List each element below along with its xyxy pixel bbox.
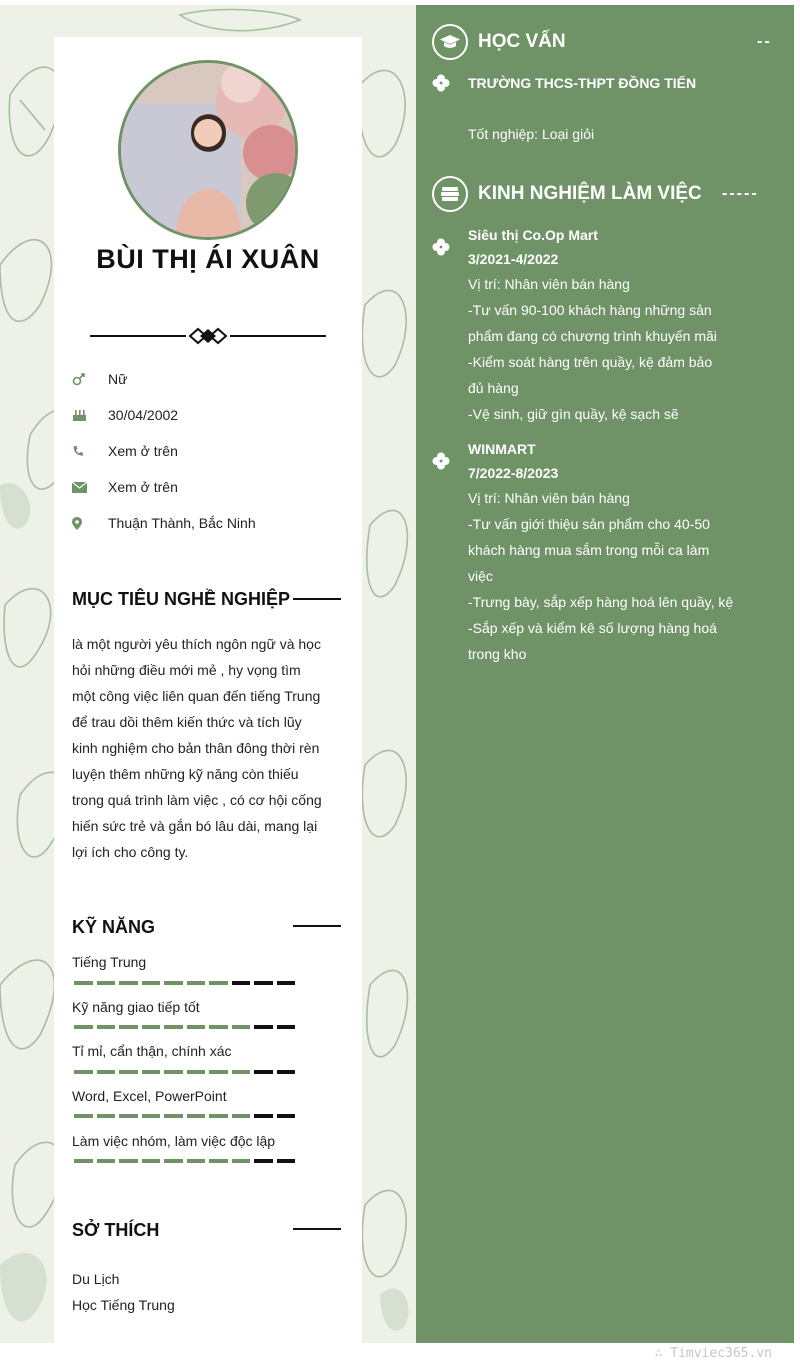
job-line: -Trưng bày, sắp xếp hàng hoá lên quầy, kệ <box>468 594 734 610</box>
skill-segment-filled <box>232 1159 251 1163</box>
mail-icon <box>72 478 108 496</box>
hobby-item: Du Lịch <box>72 1271 120 1287</box>
candidate-name: BÙI THỊ ÁI XUÂN <box>96 244 320 274</box>
flower-icon <box>432 452 450 470</box>
skill-segment-filled <box>209 1159 228 1163</box>
job-line: -Tư vấn 90-100 khách hàng những sản <box>468 302 712 318</box>
phone-value: Xem ở trên <box>108 443 178 459</box>
info-gender <box>72 368 127 390</box>
skill-segment-empty <box>277 981 296 985</box>
job-line: -Sắp xếp và kiểm kê số lượng hàng hoá <box>468 620 717 636</box>
skill-segment-filled <box>142 1070 161 1074</box>
avatar <box>118 60 298 240</box>
skill-segment-filled <box>97 1025 116 1029</box>
address-value: Thuận Thành, Bắc Ninh <box>108 515 256 531</box>
skill-segment-filled <box>164 1159 183 1163</box>
skill-segment-filled <box>187 1070 206 1074</box>
education-note: Tốt nghiệp: Loại giỏi <box>468 126 595 142</box>
skill-segment-filled <box>232 1070 251 1074</box>
skill-segment-empty <box>277 1025 296 1029</box>
skill-segment-filled <box>232 1025 251 1029</box>
skill-segment-filled <box>187 1025 206 1029</box>
skill-segment-filled <box>97 1159 116 1163</box>
skill-name: Word, Excel, PowerPoint <box>72 1088 227 1104</box>
skill-level-bar <box>74 981 295 985</box>
skill-level-bar <box>74 1070 295 1074</box>
name-divider <box>90 325 326 347</box>
objective-line: lợi ích cho công ty. <box>72 844 189 860</box>
location-icon <box>72 514 108 532</box>
job-line: đủ hàng <box>468 380 519 396</box>
objective-text <box>72 631 334 865</box>
avatar-photo <box>121 63 295 237</box>
skill-segment-filled <box>209 1070 228 1074</box>
skill-segment-empty <box>254 981 273 985</box>
flower-icon <box>432 238 450 256</box>
job-line: -Kiểm soát hàng trên quầy, kệ đảm bảo <box>468 354 713 370</box>
skill-segment-filled <box>74 981 93 985</box>
skill-segment-filled <box>119 1025 138 1029</box>
skill-segment-empty <box>277 1159 296 1163</box>
job-period: 3/2021-4/2022 <box>468 251 559 267</box>
skill-segment-filled <box>97 981 116 985</box>
skill-segment-filled <box>97 1114 116 1118</box>
skills-title-rule <box>293 925 341 927</box>
skill-segment-empty <box>254 1025 273 1029</box>
skill-segment-filled <box>164 981 183 985</box>
skills-title: KỸ NĂNG <box>72 917 156 937</box>
skill-level-bar <box>74 1114 295 1118</box>
skill-name: Kỹ năng giao tiếp tốt <box>72 999 200 1015</box>
experience-title: KINH NGHIỆM LÀM VIỆC <box>478 183 702 204</box>
objective-title: MỤC TIÊU NGHỀ NGHIỆP <box>72 589 291 609</box>
job-line: trong kho <box>468 646 527 662</box>
skill-segment-filled <box>187 981 206 985</box>
gender-icon <box>72 370 108 388</box>
info-birthday <box>72 404 178 426</box>
skill-name: Tỉ mỉ, cẩn thận, chính xác <box>72 1043 232 1059</box>
watermark: ∴ Timviec365.vn <box>654 1346 772 1361</box>
objective-line: kinh nghiệm cho bản thân đông thời rèn <box>72 740 320 756</box>
hobbies-title-rule <box>293 1228 341 1230</box>
job-description <box>468 485 738 667</box>
skill-segment-filled <box>119 981 138 985</box>
flower-icon <box>432 74 450 92</box>
objective-title-rule <box>293 598 341 600</box>
job-line: phẩm đang có chương trình khuyến mãi <box>468 328 717 344</box>
objective-line: để trau dồi thêm kiến thức và tích lũy <box>72 714 302 730</box>
skill-level-bar <box>74 1159 295 1163</box>
birthday-value: 30/04/2002 <box>108 407 179 423</box>
books-icon <box>432 176 468 212</box>
skill-segment-filled <box>74 1070 93 1074</box>
objective-line: là một người yêu thích ngôn ngữ và học <box>72 636 321 652</box>
job-line: Vị trí: Nhân viên bán hàng <box>468 490 630 506</box>
graduation-cap-icon <box>432 24 468 60</box>
objective-line: hỏi những điều mới mẻ , hy vọng tìm <box>72 662 301 678</box>
job-company: Siêu thị Co.Op Mart <box>468 227 598 243</box>
job-company: WINMART <box>468 441 536 457</box>
skill-segment-filled <box>187 1159 206 1163</box>
job-line: khách hàng mua sắm trong mỗi ca làm <box>468 542 710 558</box>
cake-icon <box>72 406 108 424</box>
email-value: Xem ở trên <box>108 479 178 495</box>
experience-dash: ----- <box>722 185 759 202</box>
skill-segment-filled <box>209 1114 228 1118</box>
skill-segment-empty <box>254 1070 273 1074</box>
hobbies-title: SỞ THÍCH <box>72 1220 160 1240</box>
job-description <box>468 271 738 427</box>
skill-segment-filled <box>142 981 161 985</box>
skill-segment-filled <box>187 1114 206 1118</box>
info-phone <box>72 440 178 462</box>
objective-line: trong quá trình làm việc , có cơ hội cống <box>72 792 322 808</box>
job-line: việc <box>468 568 493 584</box>
skill-segment-empty <box>277 1114 296 1118</box>
skill-name: Làm việc nhóm, làm việc độc lập <box>72 1133 276 1149</box>
education-header <box>432 24 566 60</box>
skill-level-bar <box>74 1025 295 1029</box>
skill-segment-filled <box>209 981 228 985</box>
skill-segment-empty <box>277 1070 296 1074</box>
skill-segment-filled <box>119 1070 138 1074</box>
job-line: Vị trí: Nhân viên bán hàng <box>468 276 630 292</box>
skill-segment-filled <box>164 1114 183 1118</box>
skill-segment-empty <box>254 1159 273 1163</box>
skill-segment-filled <box>142 1025 161 1029</box>
skill-segment-empty <box>232 981 251 985</box>
education-dash: -- <box>757 33 772 50</box>
objective-line: luyện thêm những kỹ năng còn thiếu <box>72 766 299 782</box>
job-line: -Tư vấn giới thiệu sản phẩm cho 40-50 <box>468 516 710 532</box>
objective-line: một công việc liên quan đến tiếng Trung <box>72 688 321 704</box>
gender-value: Nữ <box>108 371 128 387</box>
education-school: TRƯỜNG THCS-THPT ĐỒNG TIẾN <box>468 75 697 91</box>
skill-segment-filled <box>97 1070 116 1074</box>
skill-segment-empty <box>254 1114 273 1118</box>
skill-segment-filled <box>74 1114 93 1118</box>
skill-segment-filled <box>119 1114 138 1118</box>
phone-icon <box>72 442 108 460</box>
job-period: 7/2022-8/2023 <box>468 465 559 481</box>
skill-segment-filled <box>119 1159 138 1163</box>
skill-segment-filled <box>164 1070 183 1074</box>
job-line: -Vệ sinh, giữ gìn quầy, kệ sạch sẽ <box>468 406 679 422</box>
skill-segment-filled <box>164 1025 183 1029</box>
skill-segment-filled <box>209 1025 228 1029</box>
skill-name: Tiếng Trung <box>72 954 147 970</box>
skill-segment-filled <box>232 1114 251 1118</box>
skill-segment-filled <box>142 1114 161 1118</box>
info-email <box>72 476 178 498</box>
skill-segment-filled <box>74 1025 93 1029</box>
experience-header <box>432 176 702 212</box>
objective-line: hiến sức trẻ và gắn bó lâu dài, mang lại <box>72 818 318 834</box>
info-address <box>72 512 256 534</box>
skill-segment-filled <box>74 1159 93 1163</box>
education-title: HỌC VẤN <box>478 31 566 52</box>
hobby-item: Học Tiếng Trung <box>72 1297 175 1313</box>
skill-segment-filled <box>142 1159 161 1163</box>
